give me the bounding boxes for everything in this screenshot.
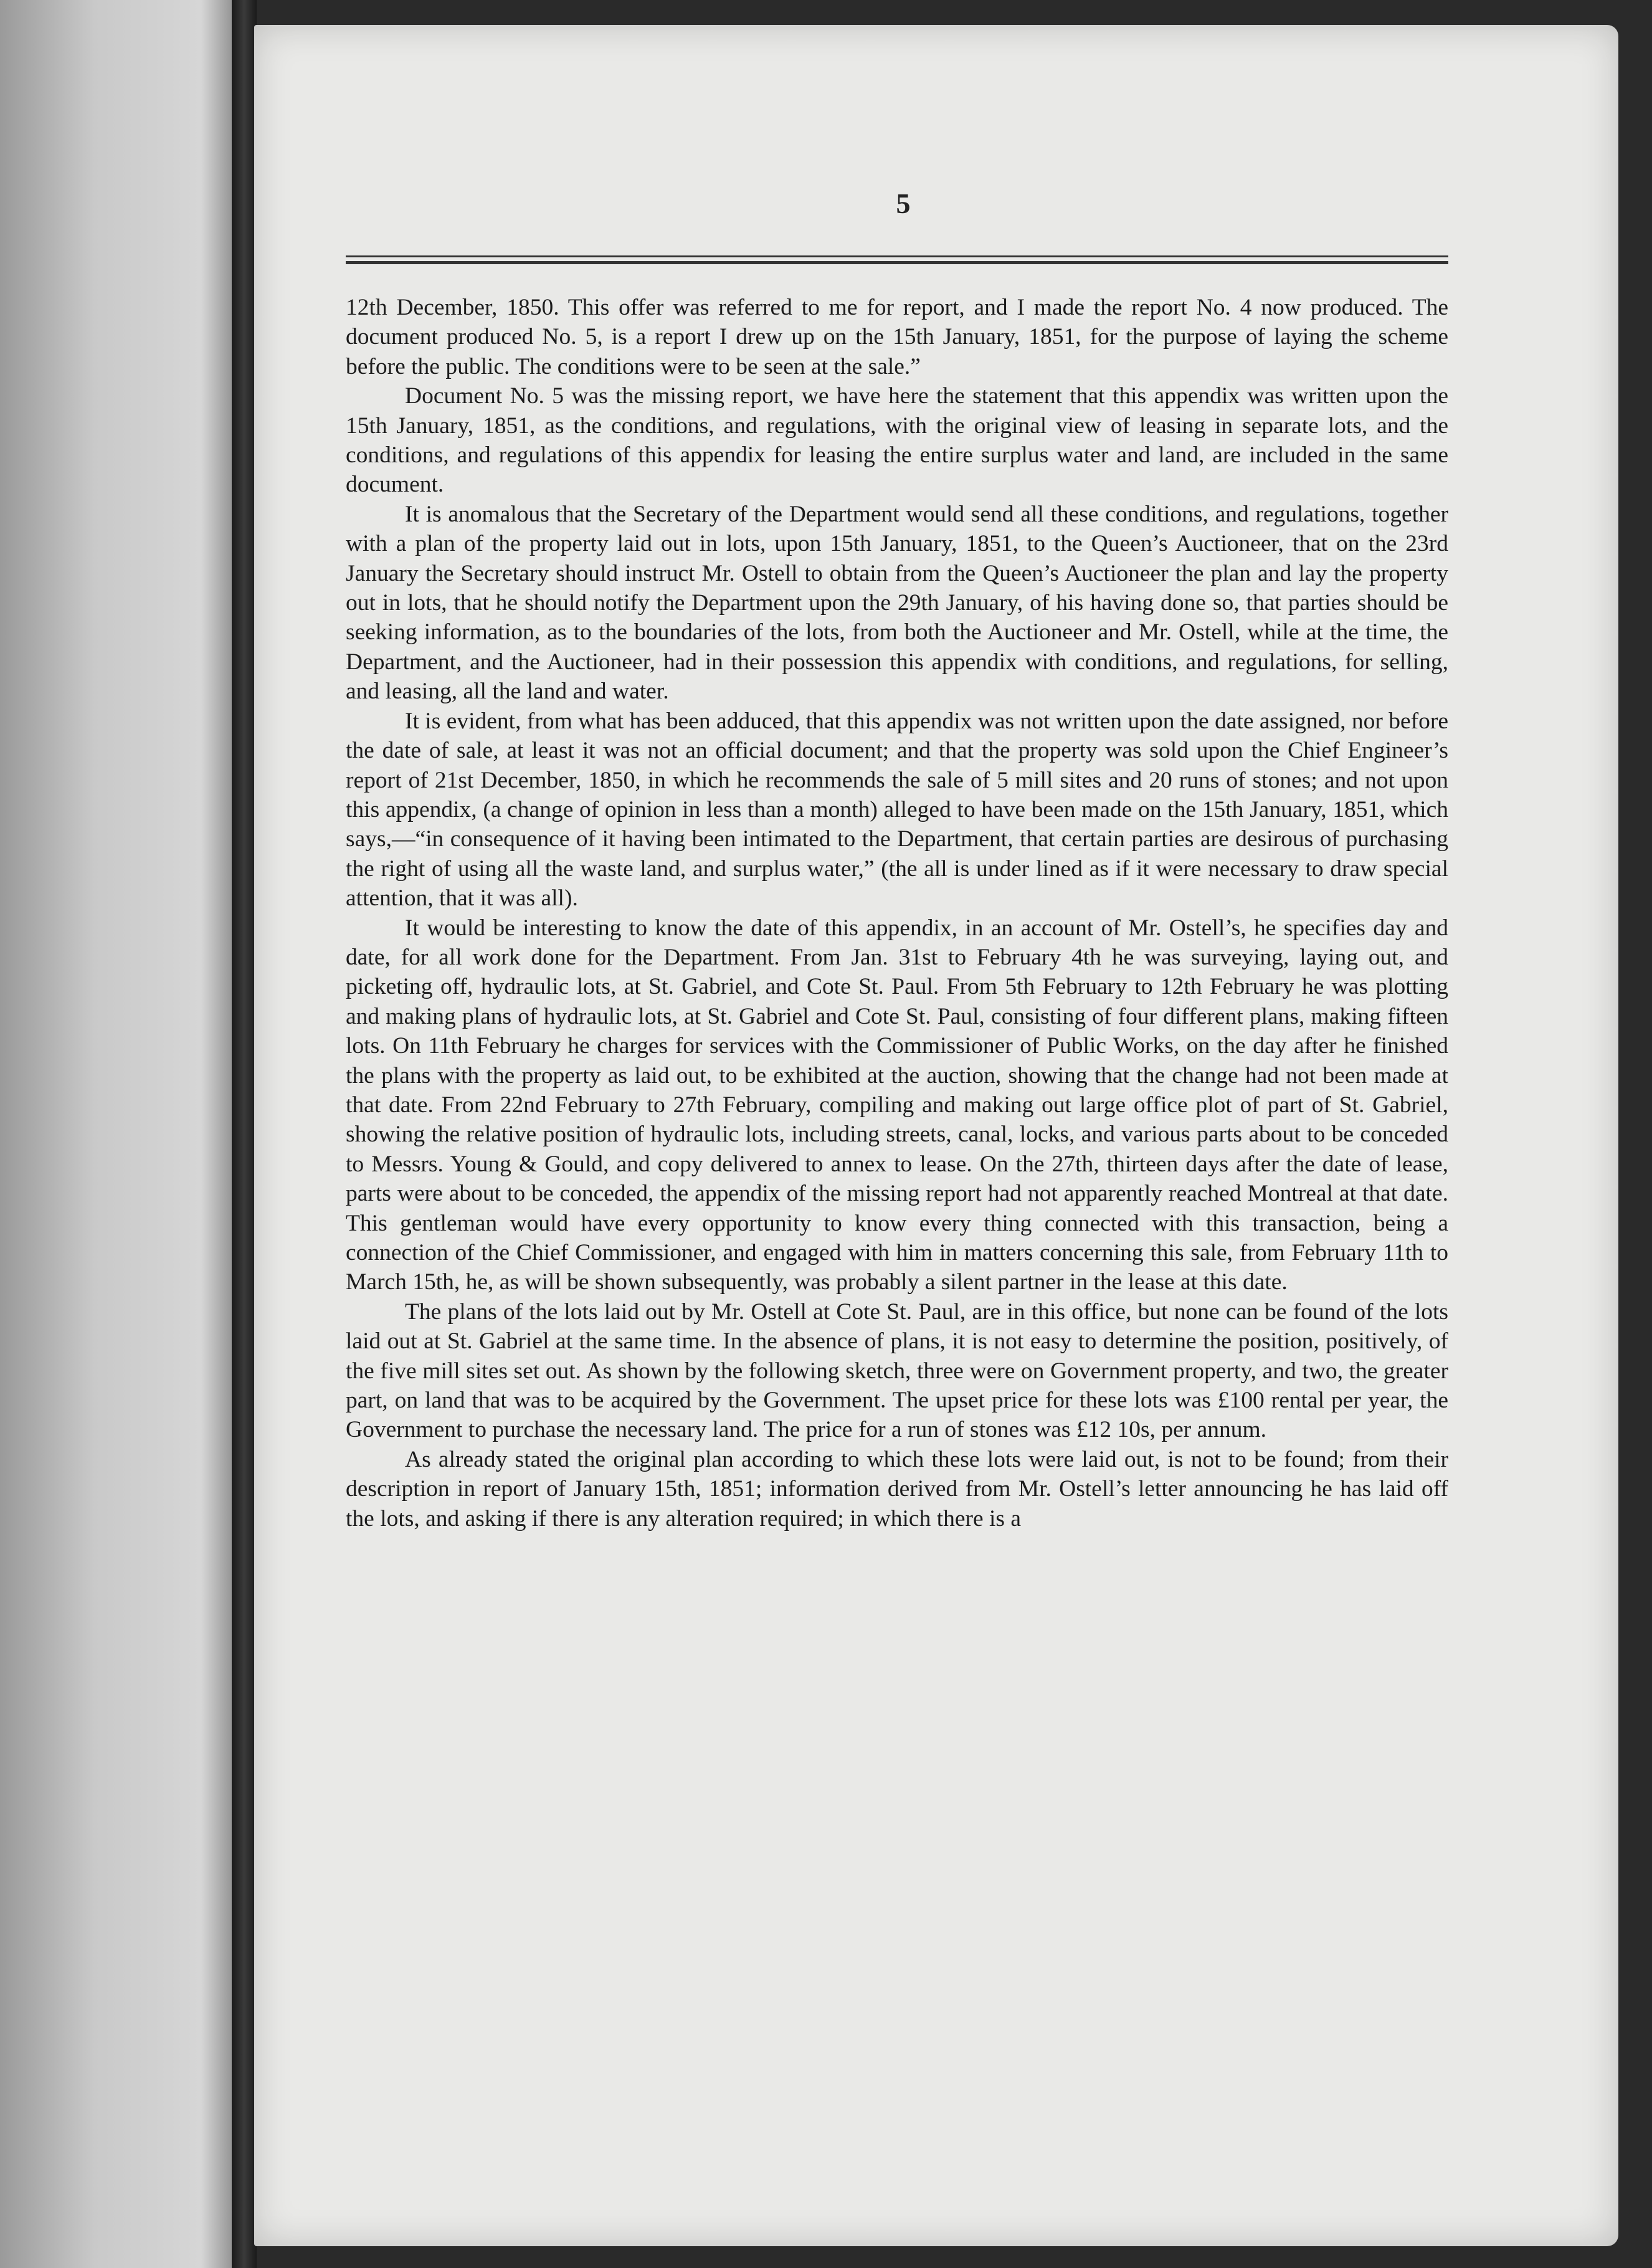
paragraph-3: It is anomalous that the Secretary of the Department would send all these conditions, and regulations, together with a plan of the property laid out in lots, upon 15th January, 1851, to the Queen’s Auctioneer, that on the 23rd January the Secretary should instruct Mr. Ostell to obtain from the Queen’s Auctioneer the plan and lay the property out in lots, that he should notify the Department upon the 29th January, of his having done so, that parties should be seeking information, as to the boundaries of the lots, from both the Auctioneer and Mr. Ostell, while at the time, the Department, and the Auctioneer, had in their possession this appendix with conditions, and regulations, for selling, and leasing, all the land and water. (346, 501, 1448, 705)
facing-page-edge (0, 0, 237, 2268)
body-text (346, 293, 1448, 1533)
header-rule (346, 255, 1448, 264)
page-number: 5 (896, 188, 911, 219)
book-gutter (232, 0, 257, 2268)
paragraph-2: Document No. 5 was the missing report, we have here the statement that this appendix was written upon the 15th January, 1851, as the conditions, and regulations, with the original view of leasing in separate lots, and the conditions, and regulations of this appendix for leasing the entire surplus water and land, are included in the same document. (346, 383, 1448, 498)
paragraph-5: It would be interesting to know the date of this appendix, in an account of Mr. Ostell’s, he specifies day and date, for all work done for the Department. From Jan. 31st to February 4th he was surveying, laying out, and picketing off, hydraulic lots, at St. Gabriel, and Cote St. Paul. From 5th February to 12th February he was plotting and making plans of hydraulic lots, at St. Gabriel and Cote St. Paul, consisting of four different plans, making fifteen lots. On 11th February he charges for services with the Commissioner of Public Works, on the day after he finished the plans with the property as laid out, to be exhibited at the auction, showing that the change had not been made at that date. From 22nd February to 27th February, compiling and making out large office plot of part of St. Gabriel, showing the relative position of hydraulic lots, including streets, canal, locks, and various parts about to be conceded to Messrs. Young & Gould, and copy delivered to annex to lease. On the 27th, thirteen days after the date of lease, parts were about to be conceded, the appendix of the missing report had not apparently reached Montreal at that date. This gentleman would have every opportunity to know every thing connected with this transaction, being a connection of the Chief Commissioner, and engaged with him in matters concerning this sale, from February 11th to March 15th, he, as will be shown subsequently, was probably a silent partner in the lease at this date. (346, 915, 1448, 1295)
paragraph-4: It is evident, from what has been adduced, that this appendix was not written upon the date assigned, nor before the date of sale, at least it was not an official document; and that the property was sold upon the Chief Engineer’s report of 21st December, 1850, in which he recommends the sale of 5 mill sites and 20 runs of stones; and not upon this appendix, (a change of opinion in less than a month) alleged to have been made on the 15th January, 1851, which says,—“in consequence of it having been intimated to the Department, that certain parties are desirous of purchasing the right of using all the waste land, and surplus water,” (the all is under lined as if it were necessary to draw special attention, that it was all). (346, 708, 1448, 912)
paragraph-7: As already stated the original plan according to which these lots were laid out, is not to be found; from their description in report of January 15th, 1851; information derived from Mr. Ostell’s letter announcing he has laid off the lots, and asking if there is any alteration required; in which there is a (346, 1446, 1448, 1532)
paragraph-6: The plans of the lots laid out by Mr. Ostell at Cote St. Paul, are in this office, but none can be found of the lots laid out at St. Gabriel at the same time. In the absence of plans, it is not easy to determine the position, positively, of the five mill sites set out. As shown by the following sketch, three were on Government property, and two, the greater part, on land that was to be acquired by the Government. The upset price for these lots was £100 rental per year, the Government to purchase the necessary land. The price for a run of stones was £12 10s, per annum. (346, 1298, 1448, 1443)
paragraph-1: 12th December, 1850. This offer was referred to me for report, and I made the report No. 4 now produced. The document produced No. 5, is a report I drew up on the 15th January, 1851, for the purpose of laying the scheme before the public. The conditions were to be seen at the sale.” (346, 295, 1448, 379)
